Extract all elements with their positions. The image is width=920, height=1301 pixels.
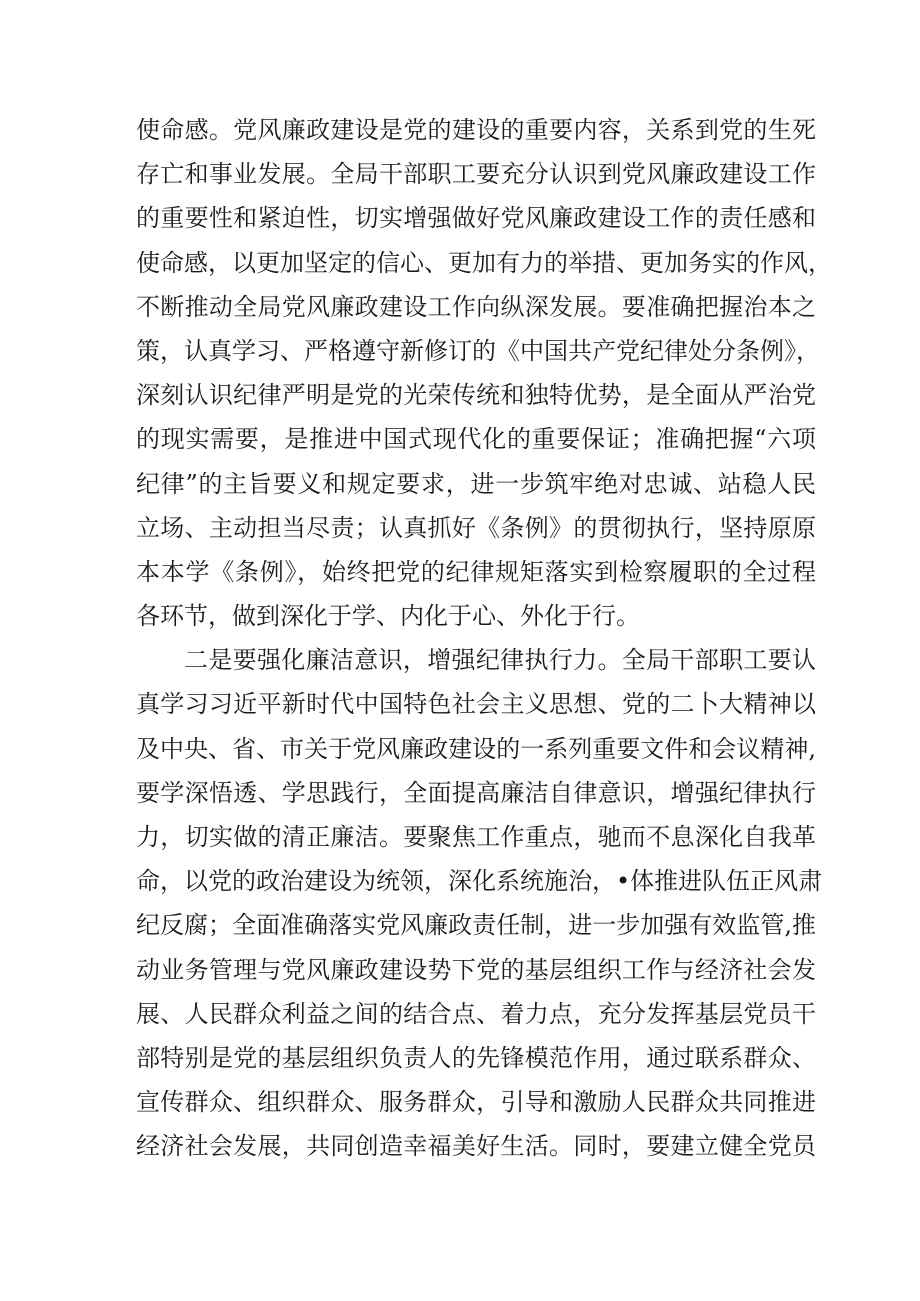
text-line: 立场、主动担当尽责；认真抓好《条例》的贯彻执行，坚持原原: [136, 513, 816, 542]
text-line: 展、人民群众利益之间的结合点、着力点，充分发挥基层党员干: [136, 999, 816, 1028]
text-line: 命，以党的政治建设为统领，深化系统施治，•体推进队伍正风肃: [136, 867, 823, 896]
text-line: 要学深悟透、学思践行，全面提高廉洁自律意识，增强纪律执行: [136, 778, 816, 807]
text-line: 力，切实做的清正廉洁。要聚焦工作重点，驰而不息深化自我革: [136, 823, 816, 851]
text-line: 的现实需要，是推进中国式现代化的重要保证；准确把握“六项: [136, 425, 816, 454]
text-line: 纪律”的主旨要义和规定要求，进一步筑牢绝对忠诚、站稳人民: [136, 469, 816, 498]
text-line: 宣传群众、组织群众、服务群众，引导和激励人民群众共同推进: [136, 1088, 816, 1117]
text-line: 存亡和事业发展。全局干部职工要充分认识到党风廉政建设工作: [136, 160, 816, 189]
body-text: [136, 108, 832, 1169]
text-line: 及中央、省、市关于党风廉政建设的一系列重要文件和会议精神,: [136, 734, 816, 763]
text-line: 真学习习近平新时代中国特色社会主义思想、党的二卜大精神以: [136, 690, 816, 719]
text-line: 动业务管理与党风廉政建设势下党的基层组织工作与经济社会发: [136, 955, 816, 984]
text-line: 经济社会发展，共同创造幸福美好生活。同时，要建立健全党员: [136, 1132, 816, 1161]
text-line: 使命感，以更加坚定的信心、更加有力的举措、更加务实的作风，: [136, 248, 832, 277]
text-line: 各环节，做到深化于学、内化于心、外化于行。: [136, 602, 640, 631]
paragraph-start-line: 二是要强化廉洁意识，增强纪律执行力。全局干部职工要认: [184, 646, 816, 675]
text-line: 使命感。党风廉政建设是党的建设的重要内容，关系到党的生死: [136, 116, 816, 144]
text-line: 深刻认识纪律严明是党的光荣传统和独特优势，是全面从严治党: [136, 381, 816, 410]
text-line: 纪反腐；全面准确落实党风廉政责任制，进一步加强有效监管,推: [136, 911, 816, 940]
text-line: 策，认真学习、严格遵守新修订的《中国共产党纪律处分条例》，: [136, 336, 820, 365]
text-line: 的重要性和紧迫性，切实增强做好党风廉政建设工作的责任感和: [136, 204, 816, 233]
text-line: 本本学《条例》，始终把党的纪律规矩落实到检察履职的全过程: [136, 557, 816, 586]
text-line: 不断推动全局党风廉政建设工作向纵深发展。要准确把握治本之: [136, 292, 816, 321]
text-line: 部特别是党的基层组织负责人的先锋模范作用，通过联系群众、: [136, 1043, 816, 1072]
